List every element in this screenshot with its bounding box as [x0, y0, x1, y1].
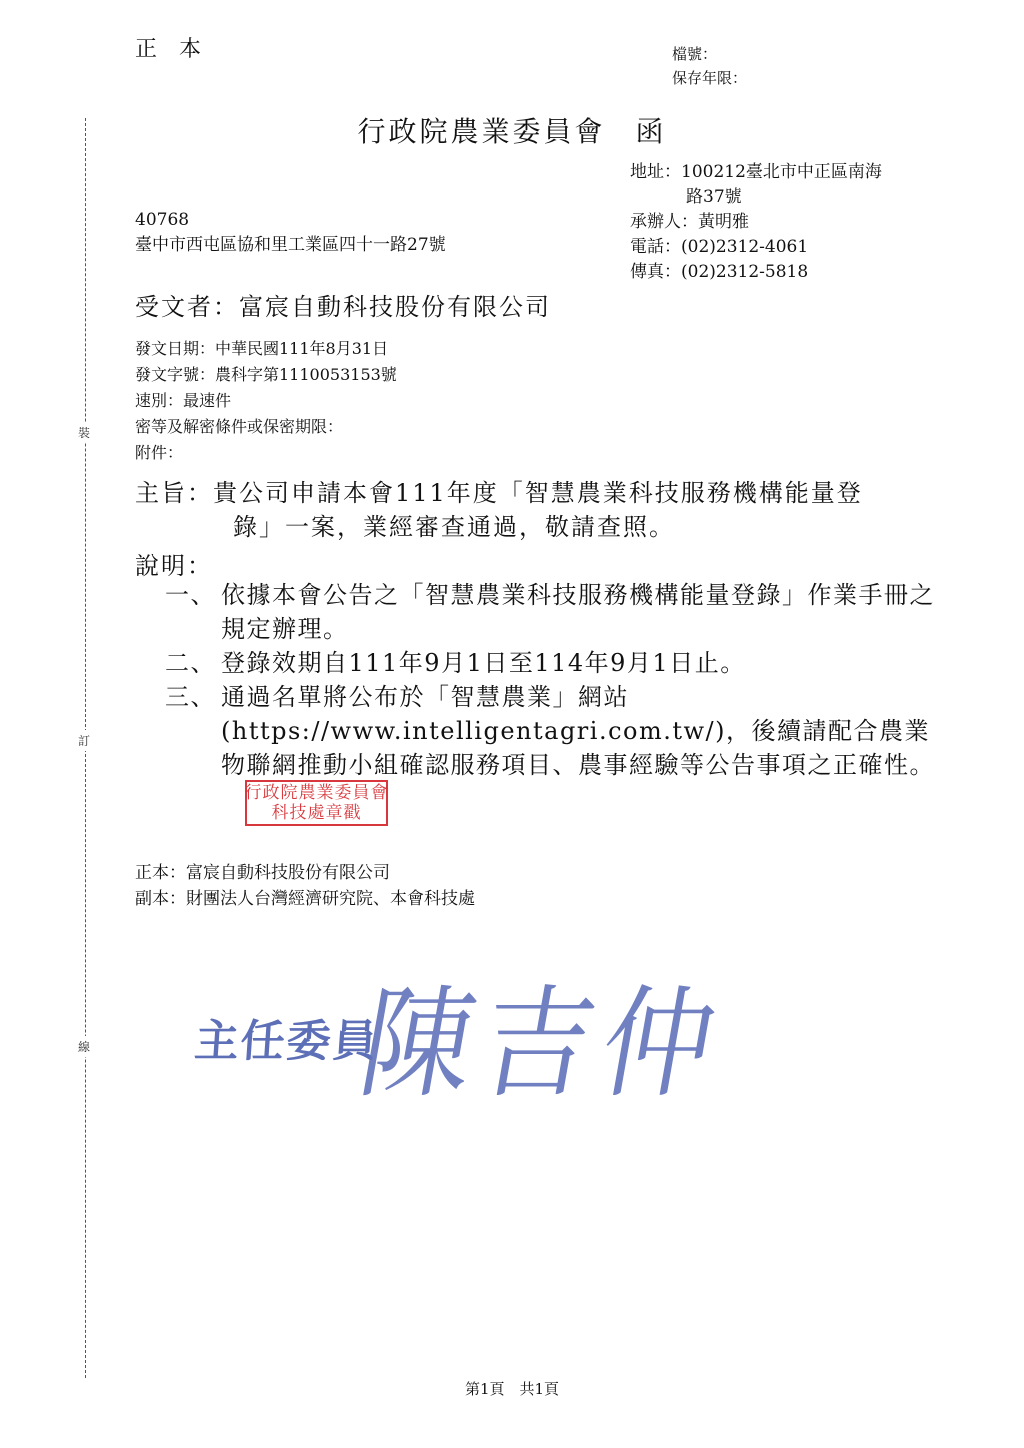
explanation-label: 說明：: [135, 552, 213, 580]
recipient-postal-code: 40768: [135, 210, 190, 230]
explanation-item: [165, 646, 935, 680]
item-number: 二、: [165, 649, 216, 677]
official-seal: [245, 780, 388, 826]
document-meta: [135, 336, 397, 466]
explanation-item: [165, 680, 935, 782]
sender-phone: 電話：(02)2312-4061: [630, 237, 809, 257]
subject-line2: 錄」一案，業經審查通過，敬請查照。: [233, 513, 675, 541]
distribution-list: [135, 860, 475, 912]
recipient-line: 受文者：富宸自動科技股份有限公司: [135, 293, 551, 321]
item-number: 三、: [165, 683, 216, 711]
seal-line2: 科技處章戳: [271, 803, 362, 823]
item-text: 依據本會公告之「智慧農業科技服務機構能量登錄」作業手冊之規定辦理。: [221, 581, 935, 643]
sender-address-line1: 地址：100212臺北市中正區南海: [630, 162, 882, 182]
agency-name: 行政院農業委員會: [357, 115, 606, 148]
page-number: 第1頁 共1頁: [464, 1380, 560, 1398]
binding-mark-xian: 線: [78, 1036, 90, 1057]
document-kind: 函: [635, 115, 667, 148]
copy-recipients: 副本：財團法人台灣經濟研究院、本會科技處: [135, 889, 475, 909]
item-text: 登錄效期自111年9月1日至114年9月1日止。: [221, 649, 746, 677]
subject-line1: 主旨：貴公司申請本會111年度「智慧農業科技服務機構能量登: [135, 479, 863, 507]
item-number: 一、: [165, 581, 216, 609]
attachments: 附件：: [135, 443, 184, 462]
retention-period-label: 保存年限：: [672, 69, 748, 87]
seal-line1: 行政院農業委員會: [244, 783, 389, 803]
sender-info: [630, 160, 882, 285]
file-number-label: 檔號：: [672, 45, 718, 63]
signature-name: 陳吉仲: [350, 973, 736, 1115]
binding-mark-ding: 訂: [78, 730, 90, 751]
explanation-item: [165, 578, 935, 646]
binding-mark-zhuang: 裝: [78, 422, 90, 443]
delivery-speed: 速別：最速件: [135, 391, 232, 410]
recipient-street: 臺中市西屯區協和里工業區四十一路27號: [135, 235, 446, 255]
document-number: 發文字號：農科字第1110053153號: [135, 365, 397, 384]
sender-fax: 傳真：(02)2312-5818: [630, 262, 809, 282]
copy-type-label: 正本: [135, 37, 224, 62]
sender-address-line2: 路37號: [686, 187, 742, 207]
document-title: [0, 110, 1024, 150]
recipient-address: [135, 208, 446, 258]
file-meta: [672, 42, 747, 90]
sender-handler: 承辦人：黃明雅: [630, 212, 749, 232]
subject: [135, 476, 935, 544]
classification: 密等及解密條件或保密期限：: [135, 417, 344, 436]
signature-title: 主任委員: [192, 1016, 381, 1067]
item-text: 通過名單將公布於「智慧農業」網站(https://www.intelligentagri.com.tw/)，後續請配合農業物聯網推動小組確認服務項目、農事經驗等公告事項之正確性。: [221, 683, 935, 779]
original-recipient: 正本：富宸自動科技股份有限公司: [135, 863, 390, 883]
issue-date: 發文日期：中華民國111年8月31日: [135, 339, 389, 358]
